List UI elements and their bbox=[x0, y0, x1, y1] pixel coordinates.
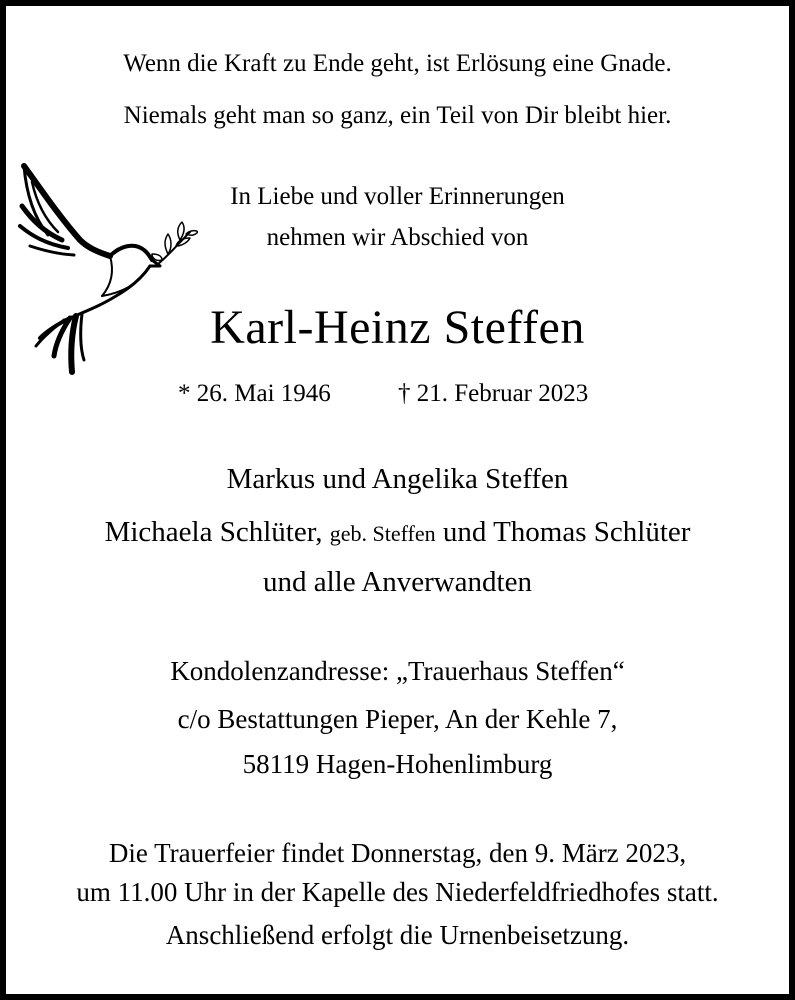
condolence-line-1: Kondolenzandresse: „Trauerhaus Steffen“ bbox=[170, 656, 625, 686]
family-line-2 bbox=[0, 516, 795, 549]
family-name-michaela: Michaela Schlüter, bbox=[104, 516, 323, 548]
family-line-3: und alle Anverwandten bbox=[263, 566, 532, 598]
intro-line-1: In Liebe und voller Erinnerungen bbox=[230, 183, 565, 210]
family-maiden-name: geb. Steffen bbox=[329, 521, 436, 546]
family-name-thomas: und Thomas Schlüter bbox=[442, 516, 691, 548]
funeral-line-3: Anschließend erfolgt die Urnenbeisetzung. bbox=[165, 920, 630, 950]
condolence-line-3: 58119 Hagen-Hohenlimburg bbox=[242, 749, 553, 779]
motto-line-2: Niemals geht man so ganz, ein Teil von Dir bleibt hier. bbox=[123, 102, 672, 129]
funeral-line-2: um 11.00 Uhr in der Kapelle des Niederfeldfriedhofes statt. bbox=[76, 877, 719, 907]
intro-line-2: nehmen wir Abschied von bbox=[266, 224, 529, 251]
birth-date: * 26. Mai 1946 bbox=[178, 380, 331, 407]
deceased-name: Karl-Heinz Steffen bbox=[210, 301, 585, 354]
motto-line-1: Wenn die Kraft zu Ende geht, ist Erlösung eine Gnade. bbox=[123, 50, 672, 77]
death-date: † 21. Februar 2023 bbox=[398, 380, 589, 407]
family-line-1: Markus und Angelika Steffen bbox=[226, 463, 569, 495]
funeral-line-1: Die Trauerfeier findet Donnerstag, den 9. März 2023, bbox=[108, 838, 687, 868]
condolence-line-2: c/o Bestattungen Pieper, An der Kehle 7, bbox=[177, 704, 618, 734]
